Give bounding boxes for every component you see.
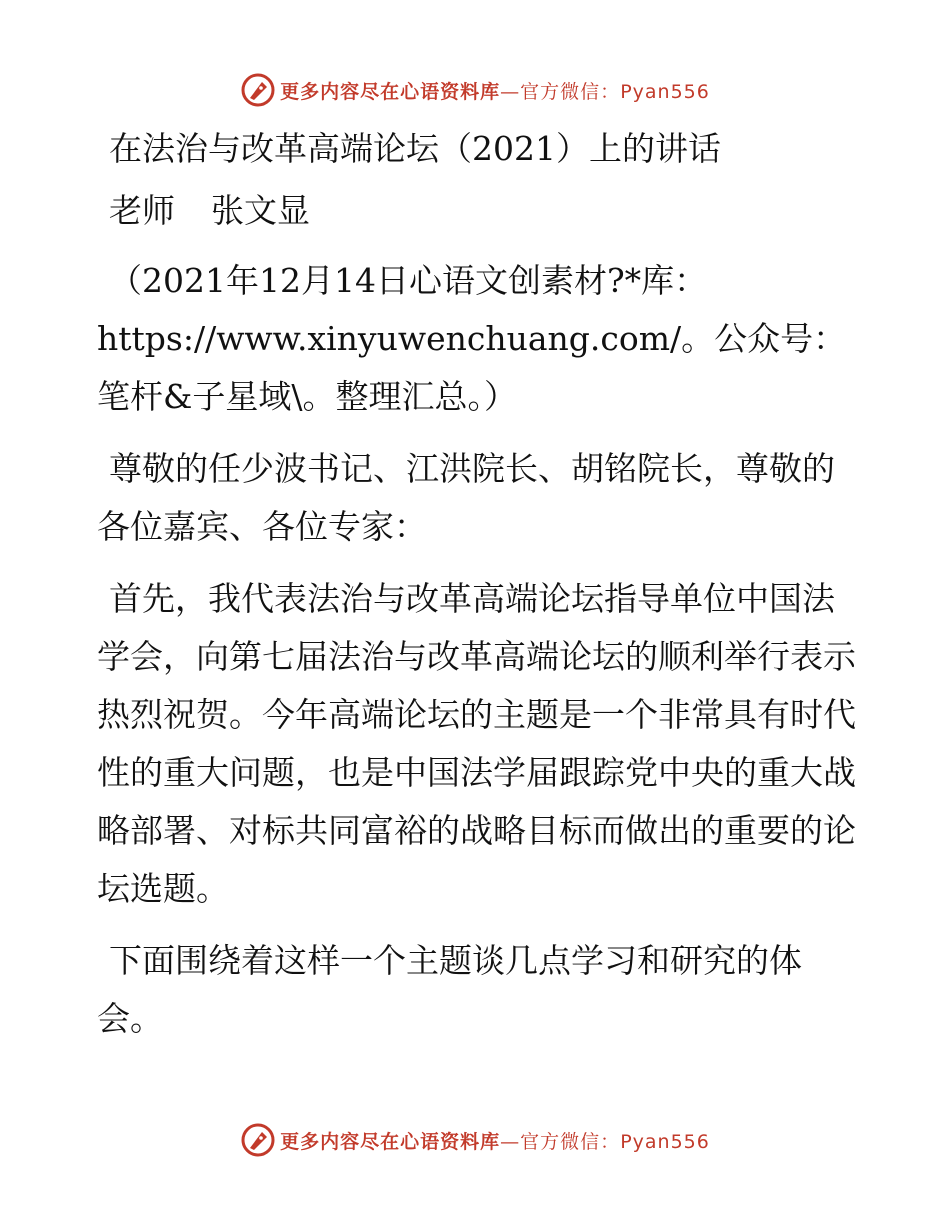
banner-wechat-label: 官方微信： [520,1130,621,1153]
banner-dash: — [500,1130,521,1153]
banner-main-text: 更多内容尽在心语资料库 [280,80,501,103]
banner-wechat-label: 官方微信： [520,80,621,103]
author-name: 张文显 [211,191,310,230]
document-title: 在法治与改革高端论坛（2021）上的讲话 [109,129,721,168]
paragraph-1: 首先，我代表法治与改革高端论坛指导单位中国法学会，向第七届法治与改革高端论坛的顺利举行表示热烈祝贺。今年高端论坛的主题是一个非常具有时代性的重大问题，也是中国法学届跟踪党中央的重大战略部署、对标共同富裕的战略目标而做出的重要的论坛选题。 [97,579,856,908]
paragraph-2: 下面围绕着这样一个主题谈几点学习和研究的体会。 [97,941,802,1038]
author-role: 老师 [109,191,175,230]
source-note: （2021年12月14日心语文创素材?*库：https://www.xinyuwenchuang.com/。公众号：笔杆&子星域\。整理汇总。） [97,261,847,416]
footer-banner [0,1120,950,1160]
salutation: 尊敬的任少波书记、江洪院长、胡铭院长，尊敬的各位嘉宾、各位专家： [97,449,835,546]
banner-dash: — [500,80,521,103]
pen-nib-circle-icon [240,72,276,108]
document-body [97,120,857,1062]
pen-nib-circle-icon [240,1122,276,1158]
banner-text [280,77,710,104]
header-banner [0,70,950,110]
banner-account: Pyan556 [620,1130,710,1153]
banner-text [280,1127,710,1154]
banner-main-text: 更多内容尽在心语资料库 [280,1130,501,1153]
author-line [97,182,857,240]
banner-account: Pyan556 [620,80,710,103]
